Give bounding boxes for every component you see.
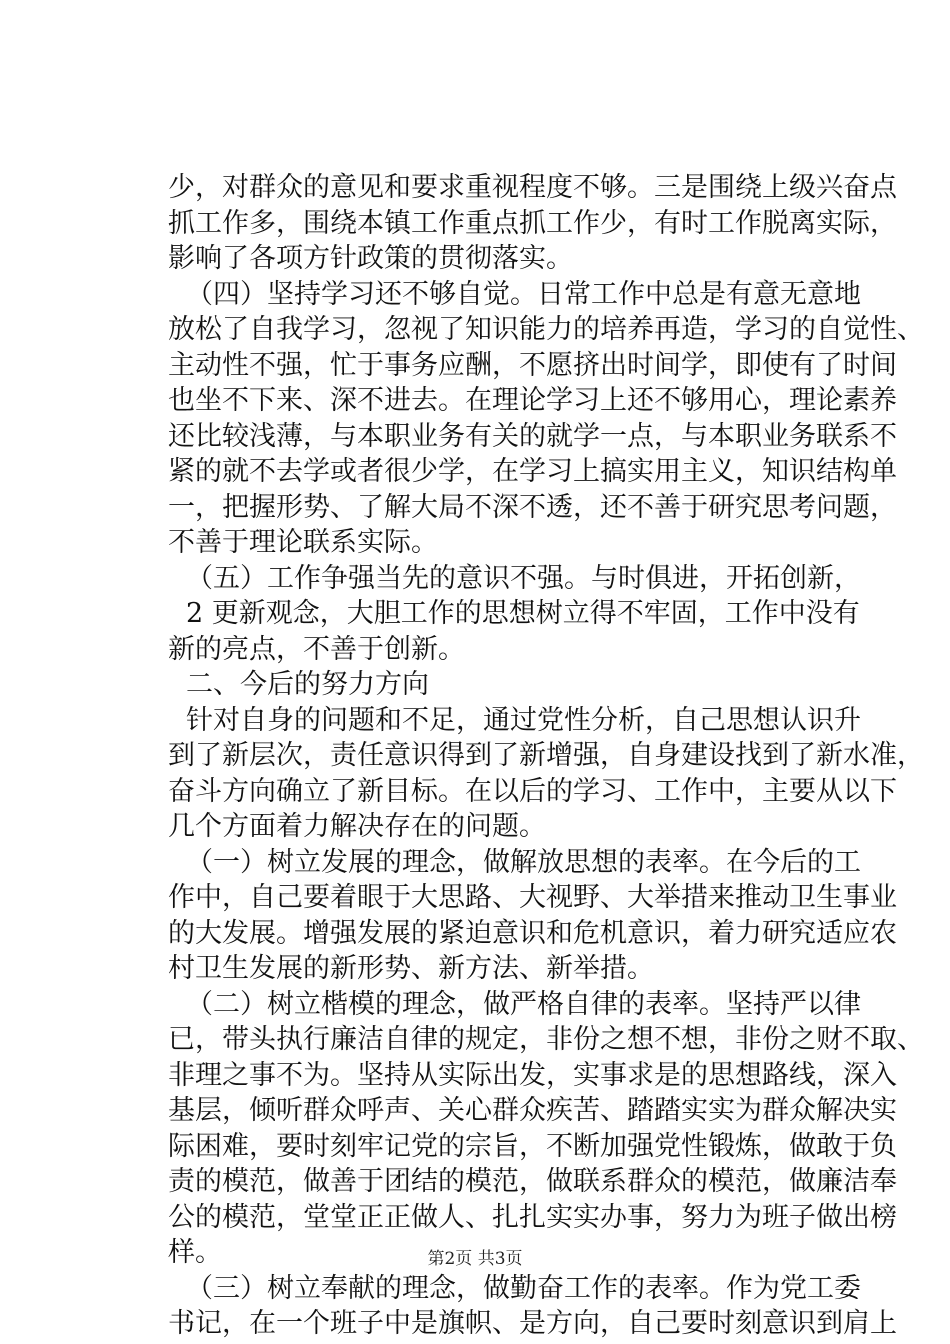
text-line: 已，带头执行廉洁自律的规定，非份之想不想，非份之财不取、 (168, 1024, 924, 1055)
text-line: 到了新层次，责任意识得到了新增强，自身建设找到了新水准， (168, 740, 924, 771)
text-line: 公的模范，堂堂正正做人、扎扎实实办事，努力为班子做出榜 (168, 1201, 897, 1233)
text-line: 基层，倾听群众呼声、关心群众疾苦、踏踏实实为群众解决实 (168, 1095, 897, 1126)
page-footer: 第2页 共3页 (427, 1249, 523, 1269)
paragraph-start: （二）树立楷模的理念，做严格自律的表率。坚持严以律 (186, 988, 861, 1020)
text-line: 抓工作多，围绕本镇工作重点抓工作少，有时工作脱离实际， (168, 207, 897, 239)
text-line: 的大发展。增强发展的紧迫意识和危机意识，着力研究适应农 (168, 917, 897, 949)
text-line: 奋斗方向确立了新目标。在以后的学习、工作中，主要从以下 (168, 775, 897, 807)
text-line: 样。 (168, 1237, 222, 1268)
document-body (168, 170, 924, 1342)
text-line: 书记，在一个班子中是旗帜、是方向，自己要时刻意识到肩上 (168, 1308, 897, 1339)
text-line: 非理之事不为。坚持从实际出发，实事求是的思想路线，深入 (168, 1059, 897, 1091)
text-line: 少，对群众的意见和要求重视程度不够。三是围绕上级兴奋点 (168, 172, 897, 203)
paragraph-start: （三）树立奉献的理念，做勤奋工作的表率。作为党工委 (186, 1272, 861, 1304)
text-line: 2 更新观念，大胆工作的思想树立得不牢固，工作中没有 (186, 598, 860, 629)
paragraph-start: （四）坚持学习还不够自觉。日常工作中总是有意无意地 (186, 278, 861, 310)
text-line: 也坐不下来、深不进去。在理论学习上还不够用心，理论素养 (168, 385, 897, 416)
text-line: 责的模范，做善于团结的模范，做联系群众的模范，做廉洁奉 (168, 1166, 897, 1197)
text-line: 际困难，要时刻牢记党的宗旨，不断加强党性锻炼，做敢于负 (168, 1130, 897, 1162)
text-line: 还比较浅薄，与本职业务有关的就学一点，与本职业务联系不 (168, 420, 897, 452)
paragraph-start: （五）工作争强当先的意识不强。与时俱进，开拓创新， (186, 562, 861, 594)
text-line: 一，把握形势、了解大局不深不透，还不善于研究思考问题， (168, 491, 897, 523)
text-line: 主动性不强，忙于事务应酬，不愿挤出时间学，即使有了时间 (168, 349, 897, 381)
text-line: 影响了各项方针政策的贯彻落实。 (168, 243, 573, 274)
paragraph-start: （一）树立发展的理念，做解放思想的表率。在今后的工 (186, 846, 861, 878)
text-line: 不善于理论联系实际。 (168, 527, 438, 558)
text-line: 放松了自我学习，忽视了知识能力的培养再造，学习的自觉性、 (168, 314, 924, 345)
section-heading: 二、今后的努力方向 (186, 669, 429, 700)
text-line: 村卫生发展的新形势、新方法、新举措。 (168, 953, 654, 984)
text-line: 新的亮点，不善于创新。 (168, 633, 465, 665)
text-line: 作中，自己要着眼于大思路、大视野、大举措来推动卫生事业 (168, 882, 897, 913)
paragraph-start: 针对自身的问题和不足，通过党性分析，自己思想认识升 (186, 704, 861, 736)
text-line: 紧的就不去学或者很少学，在学习上搞实用主义，知识结构单 (168, 456, 897, 487)
text-line: 几个方面着力解决存在的问题。 (168, 811, 546, 842)
